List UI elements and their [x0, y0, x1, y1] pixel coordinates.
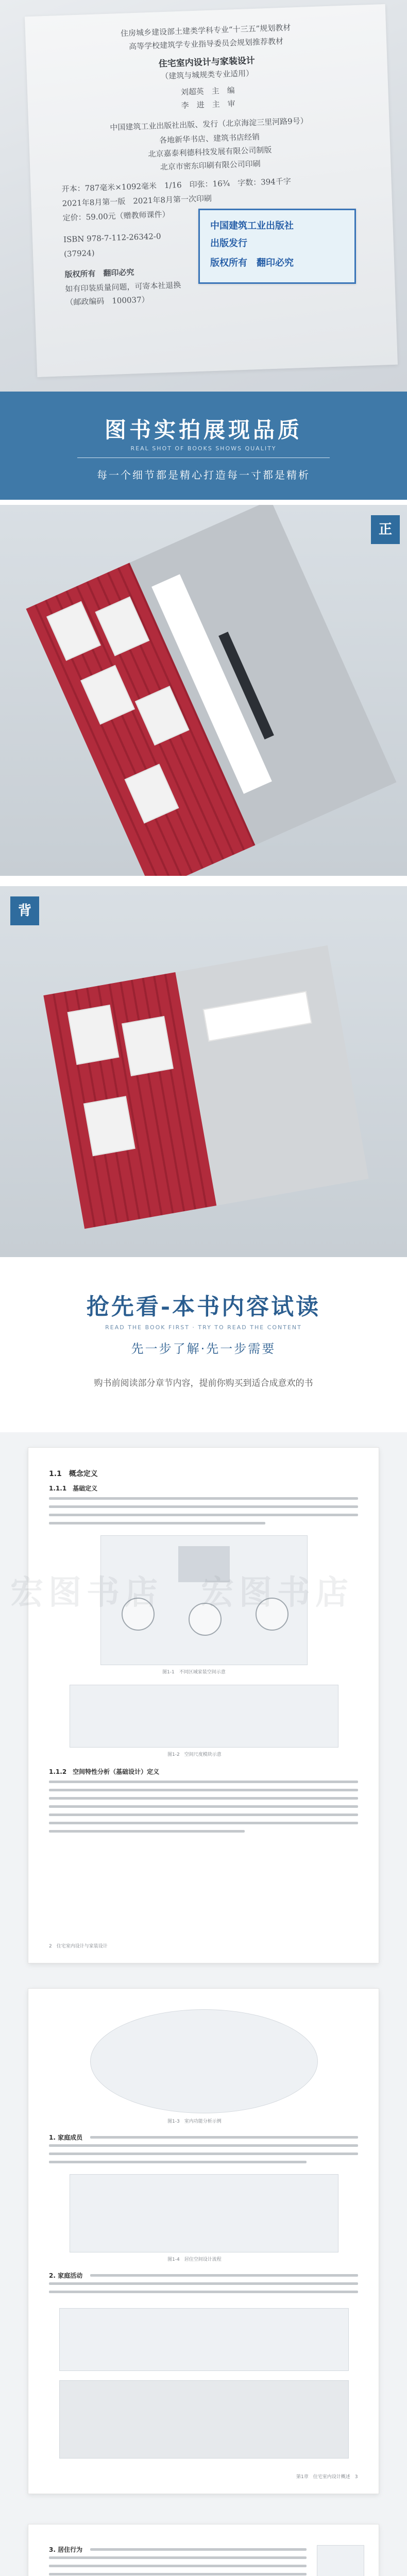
figure-caption: 图1-4 居住空间设计流程 — [167, 2257, 222, 2262]
publisher-line: 中国建筑工业出版社出版、发行（北京海淀三里河路9号） — [110, 116, 308, 132]
back-tag: 背 — [10, 896, 39, 925]
body-bold: 2. 家庭活动 — [49, 2272, 83, 2279]
code-line: (37924) — [63, 248, 95, 259]
figure-cycle — [90, 2009, 318, 2113]
printer-line: 北京市密东印刷有限公司印刷 — [160, 159, 261, 172]
divider — [77, 457, 330, 458]
return-line: 如有印装质量问题，可寄本社退换 — [65, 280, 181, 294]
figure-diagram — [70, 1685, 338, 1748]
text-line — [49, 1781, 358, 1783]
figure-caption: 图1-1 不同区域家装空间示意 — [162, 1670, 226, 1675]
rights-line: 版权所有 翻印必究 — [64, 267, 134, 280]
building-photo — [83, 1096, 135, 1156]
copyright-page-photo — [0, 0, 407, 392]
distributor-line: 各地新华书店、建筑书店经销 — [159, 132, 260, 145]
text-line — [49, 1805, 358, 1808]
text-line — [49, 2161, 307, 2163]
real-shot-subtitle: 每一个细节都是精心打造每一寸都是精析 — [97, 469, 310, 481]
figure-table — [59, 2380, 349, 2459]
postal-line: （邮政编码 100037） — [65, 295, 149, 307]
format-line: 开本：787毫米×1092毫米 1/16 印张：16¾ 字数：394千字 — [61, 176, 292, 194]
editor: 刘超英 主 编 — [180, 86, 235, 97]
back-cover-photo — [0, 886, 407, 1257]
sample-page-3 — [28, 2524, 379, 2576]
preview-title: 抢先看-本书内容试读 — [86, 1294, 321, 1320]
figure-caption: 图1-3 室内功能分析示例 — [167, 2119, 222, 2124]
copyright-card — [25, 4, 398, 377]
preview-subtitle: 先一步了解·先一步需要 — [131, 1342, 276, 1356]
stamp-rights: 版权所有 翻印必究 — [210, 258, 294, 268]
preview-section-header — [0, 1267, 407, 1422]
preview-english: READ THE BOOK FIRST · TRY TO READ THE CONTENT — [105, 1324, 302, 1331]
real-shot-title: 图书实拍展现品质 — [104, 417, 302, 443]
page-footer: 第1章 住宅室内设计概述 3 — [296, 2475, 358, 2480]
figure-houses — [70, 2174, 338, 2252]
text-line — [49, 1505, 358, 1508]
preview-note: 购书前阅读部分章节内容，提前你购买到适合成意欢的书 — [94, 1378, 313, 1388]
copyright-line: 高等学校建筑学专业指导委员会规划推荐教材 — [128, 36, 284, 52]
isbn-line: ISBN 978-7-112-26342-0 — [63, 231, 161, 245]
stamp-publisher: 中国建筑工业出版社 — [210, 221, 294, 231]
book-back — [43, 945, 368, 1229]
text-line — [49, 1822, 358, 1824]
text-line — [49, 2556, 307, 2559]
subsection-heading: 1.1.2 空间特性分析（基础设计）定义 — [49, 1768, 160, 1775]
real-shot-banner — [0, 392, 407, 500]
publisher-stamp — [198, 209, 356, 284]
text-line — [49, 1497, 358, 1500]
text-line — [49, 1514, 358, 1516]
text-line — [49, 2573, 307, 2575]
text-line — [49, 2153, 358, 2155]
subsection-heading: 1.1.1 基础定义 — [49, 1485, 98, 1492]
building-photo — [67, 1005, 120, 1065]
text-line — [49, 1830, 245, 1833]
sample-page-2 — [28, 1989, 379, 2494]
figure-caption: 图1-2 空间尺度模块示意 — [167, 1752, 222, 1757]
stamp-distribution: 出版发行 — [210, 238, 247, 249]
text-line — [90, 2548, 307, 2551]
text-line — [49, 2291, 358, 2293]
real-shot-english: REAL SHOT OF BOOKS SHOWS QUALITY — [130, 445, 277, 452]
body-bold: 1. 家庭成员 — [49, 2134, 83, 2141]
book-audience: （建筑与城规类专业适用） — [160, 69, 254, 81]
price-line: 定价：59.00元（赠教师课件） — [62, 209, 170, 223]
edition-line: 2021年8月第一版 2021年8月第一次印刷 — [62, 193, 212, 209]
prepress-line: 北京嘉泰利德科技发展有限公司制版 — [148, 145, 272, 159]
text-line — [49, 1797, 358, 1800]
text-line — [49, 1789, 358, 1791]
text-line — [49, 2565, 307, 2567]
building-photo — [122, 1016, 174, 1076]
sample-page-1 — [28, 1448, 379, 1963]
text-line — [49, 1522, 265, 1524]
text-line — [90, 2274, 358, 2277]
front-cover-photo — [0, 505, 407, 876]
text-line — [49, 2144, 358, 2147]
figure-thumbnail — [317, 2545, 364, 2576]
figure-people — [59, 2308, 349, 2371]
reviewer: 李 进 主 审 — [181, 99, 235, 110]
text-line — [49, 2282, 358, 2285]
body-bold: 3. 居住行为 — [49, 2546, 83, 2553]
watermark: 宏图书店 宏图书店 — [10, 1573, 353, 1612]
text-line — [49, 1814, 358, 1816]
text-line — [90, 2136, 358, 2139]
front-tag: 正 — [371, 515, 400, 544]
book-title: 住宅室内设计与家装设计 — [158, 55, 256, 70]
book-front — [26, 505, 396, 876]
section-heading: 1.1 概念定义 — [49, 1470, 98, 1478]
page-footer: 2 住宅室内设计与家装设计 — [49, 1944, 108, 1949]
copyright-line: 住房城乡建设部土建类学科专业“十三五”规划教材 — [120, 23, 291, 38]
